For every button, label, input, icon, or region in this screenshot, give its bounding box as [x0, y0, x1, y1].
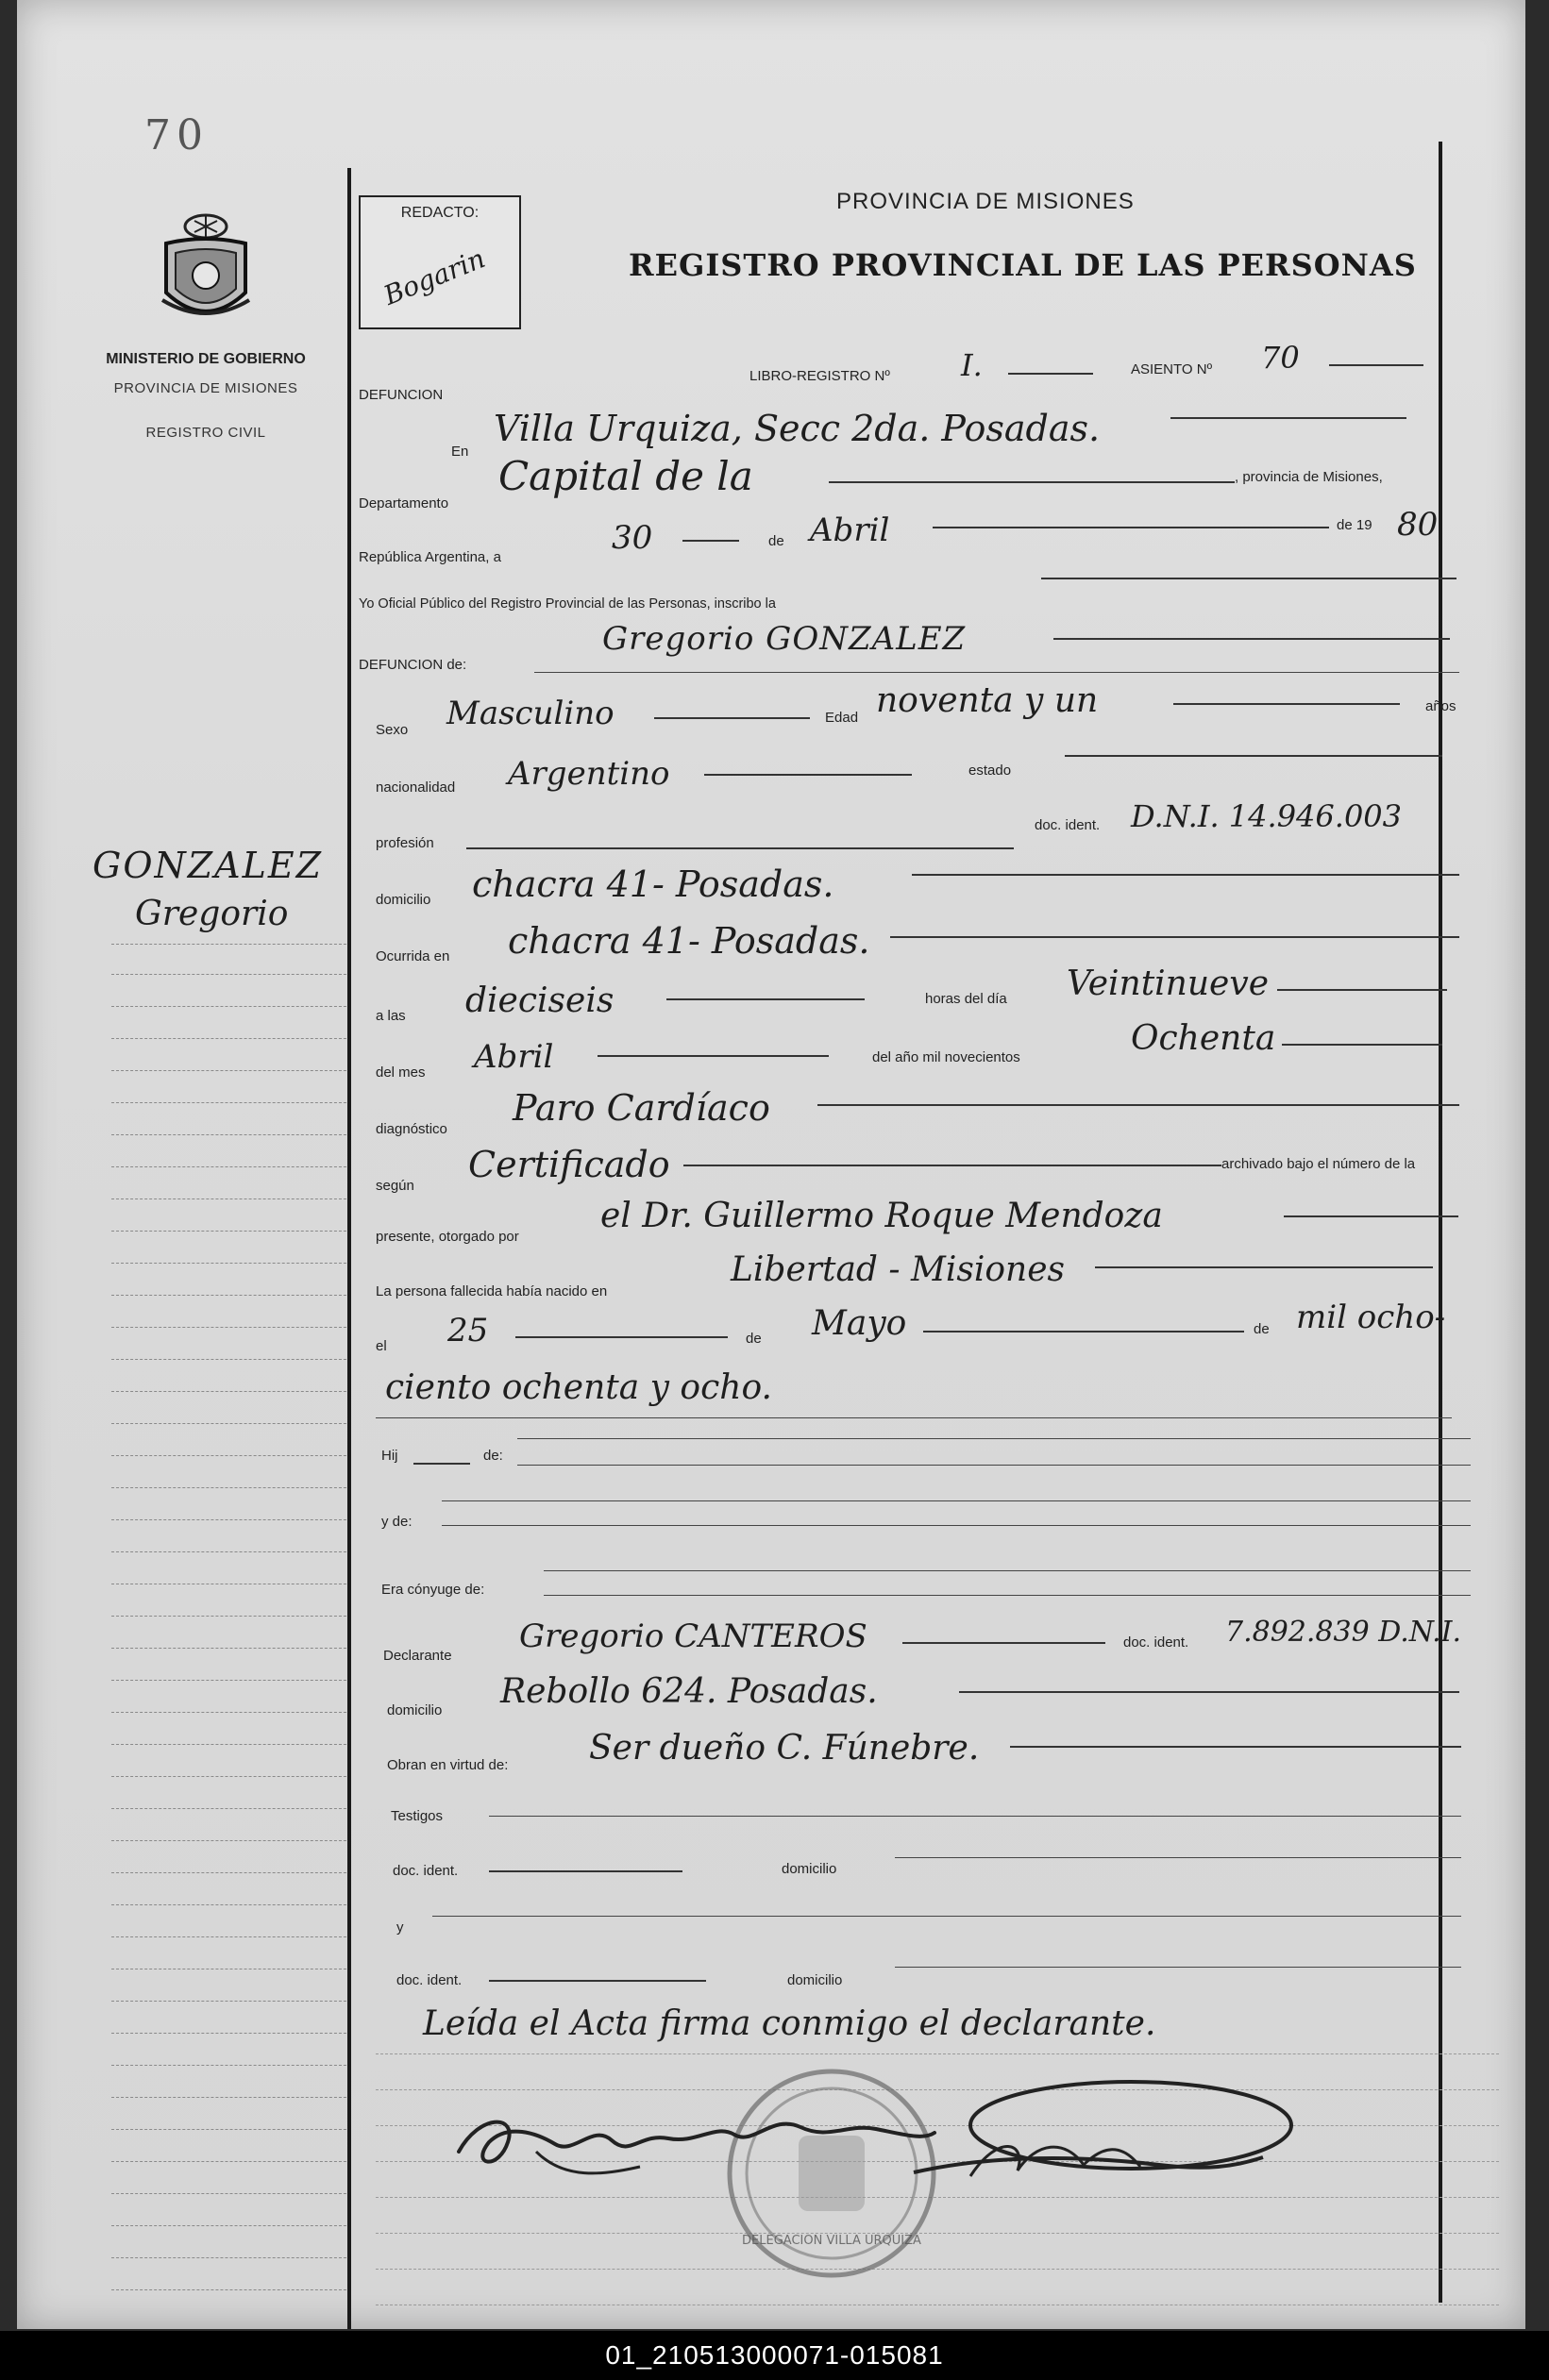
ministry-title: MINISTERIO DE GOBIERNO — [106, 351, 306, 367]
decl-doc-value: 7.892.839 D.N.I. — [1225, 1616, 1461, 1649]
asiento-label: ASIENTO Nº — [1131, 361, 1213, 377]
departamento-label: Departamento — [359, 495, 449, 511]
mes-value: Abril — [474, 1038, 554, 1076]
en-label: En — [451, 444, 469, 460]
sexo-value: Masculino — [446, 695, 615, 732]
doc-label: doc. ident. — [1035, 817, 1101, 833]
yde-label: y de: — [381, 1514, 413, 1530]
asiento-value: 70 — [1261, 340, 1300, 376]
edad-value: noventa y un — [876, 681, 1099, 720]
segun-value: Certificado — [468, 1144, 670, 1185]
year-prefix: de 19 — [1337, 517, 1372, 533]
t2-domicilio-label: domicilio — [787, 1972, 843, 1988]
en-value: Villa Urquiza, Secc 2da. Posadas. — [494, 408, 1101, 449]
registry-header: REGISTRO PROVINCIAL DE LAS PERSONAS — [629, 247, 1417, 283]
doc-value: D.N.I. 14.946.003 — [1131, 798, 1403, 834]
decl-domicilio-label: domicilio — [387, 1702, 443, 1718]
declarant-signature — [451, 2086, 942, 2189]
domicilio-value: chacra 41- Posadas. — [472, 863, 834, 905]
presente-value: el Dr. Guillermo Roque Mendoza — [600, 1197, 1163, 1235]
conyuge-label: Era cónyuge de: — [381, 1582, 485, 1598]
de-label: de — [768, 533, 784, 549]
ministry-registry: REGISTRO CIVIL — [145, 425, 266, 441]
profesion-label: profesión — [376, 835, 434, 851]
nac-day: 25 — [447, 1312, 489, 1349]
domicilio-label: domicilio — [376, 892, 431, 908]
folio-number: 70 — [144, 111, 209, 159]
dia-value: Veintinueve — [1067, 964, 1269, 1003]
decl-domicilio-value: Rebollo 624. Posadas. — [500, 1672, 878, 1711]
hij-de-label: de: — [483, 1448, 503, 1464]
year-suffix: 80 — [1397, 506, 1439, 544]
hij-label: Hij — [381, 1448, 398, 1464]
anio-label: del año mil novecientos — [872, 1049, 1020, 1065]
testigos-label: Testigos — [391, 1808, 444, 1824]
edad-label: Edad — [825, 710, 859, 726]
nacido-label: La persona fallecida había nacido en — [376, 1283, 608, 1299]
nac-month: Mayo — [812, 1304, 907, 1343]
t2-doc-label: doc. ident. — [396, 1972, 463, 1988]
nac-de2: de — [1254, 1321, 1270, 1337]
hora-value: dieciseis — [465, 981, 615, 1020]
margin-surname: GONZALEZ — [93, 845, 323, 886]
republica-label: República Argentina, a — [359, 549, 501, 565]
presente-label: presente, otorgado por — [376, 1229, 519, 1245]
alas-label: a las — [376, 1008, 406, 1024]
libro-label: LIBRO-REGISTRO Nº — [749, 368, 890, 384]
archivado-label: archivado bajo el número de la — [1221, 1156, 1416, 1172]
defuncion-value: Gregorio GONZALEZ — [602, 620, 967, 658]
left-border-line — [347, 168, 351, 2329]
stamp-text: DELEGACION VILLA URQUIZA — [742, 2234, 921, 2248]
t1-doc-label: doc. ident. — [393, 1863, 459, 1879]
departamento-value: Capital de la — [498, 453, 753, 499]
official-signature — [895, 2067, 1301, 2208]
coat-of-arms-icon — [149, 210, 262, 332]
nacido-value: Libertad - Misiones — [731, 1250, 1066, 1289]
nacionalidad-value: Argentino — [508, 755, 670, 793]
oficial-text: Yo Oficial Público del Registro Provincial de las Personas, inscribo la — [359, 596, 776, 612]
right-border-line — [1439, 142, 1442, 2303]
nac-de1: de — [746, 1331, 762, 1347]
delmes-label: del mes — [376, 1064, 426, 1081]
decl-doc-label: doc. ident. — [1123, 1634, 1189, 1651]
month-value: Abril — [810, 511, 890, 549]
sexo-label: Sexo — [376, 722, 409, 738]
horas-dia-label: horas del día — [925, 991, 1007, 1007]
margin-name: Gregorio — [135, 895, 289, 933]
provincia-suffix: , provincia de Misiones, — [1235, 469, 1383, 485]
nac-year-b: ciento ochenta y ocho. — [385, 1368, 772, 1407]
obran-label: Obran en virtud de: — [387, 1757, 509, 1773]
obran-value: Ser dueño C. Fúnebre. — [589, 1729, 980, 1768]
segun-label: según — [376, 1178, 414, 1194]
declarante-label: Declarante — [383, 1648, 452, 1664]
libro-value: I. — [961, 347, 983, 383]
ocurrida-value: chacra 41- Posadas. — [508, 920, 870, 962]
province-header: PROVINCIA DE MISIONES — [836, 189, 1135, 214]
anos-label: años — [1425, 698, 1456, 714]
redacto-box — [359, 195, 521, 329]
anio-value: Ochenta — [1131, 1019, 1276, 1058]
day-value: 30 — [612, 519, 653, 557]
redacto-signature: Bogarin — [379, 243, 490, 311]
declarante-value: Gregorio CANTEROS — [519, 1617, 867, 1655]
closing-text: Leída el Acta firma conmigo el declarante. — [423, 2004, 1156, 2043]
section-label: DEFUNCION — [359, 387, 444, 403]
redacto-label: REDACTO: — [400, 205, 480, 221]
diagnostico-label: diagnóstico — [376, 1121, 447, 1137]
diagnostico-value: Paro Cardíaco — [513, 1087, 770, 1129]
image-caption: 01_210513000071-015081 — [0, 2331, 1549, 2380]
certificate-page — [17, 0, 1525, 2329]
el-label: el — [376, 1338, 387, 1354]
nacionalidad-label: nacionalidad — [376, 779, 456, 796]
ministry-province: PROVINCIA DE MISIONES — [113, 380, 298, 396]
defuncion-label: DEFUNCION de: — [359, 657, 467, 673]
estado-label: estado — [968, 763, 1012, 779]
ocurrida-label: Ocurrida en — [376, 948, 450, 964]
y-label: y — [396, 1919, 404, 1936]
nac-year-a: mil ocho- — [1296, 1299, 1446, 1336]
t1-domicilio-label: domicilio — [782, 1861, 837, 1877]
